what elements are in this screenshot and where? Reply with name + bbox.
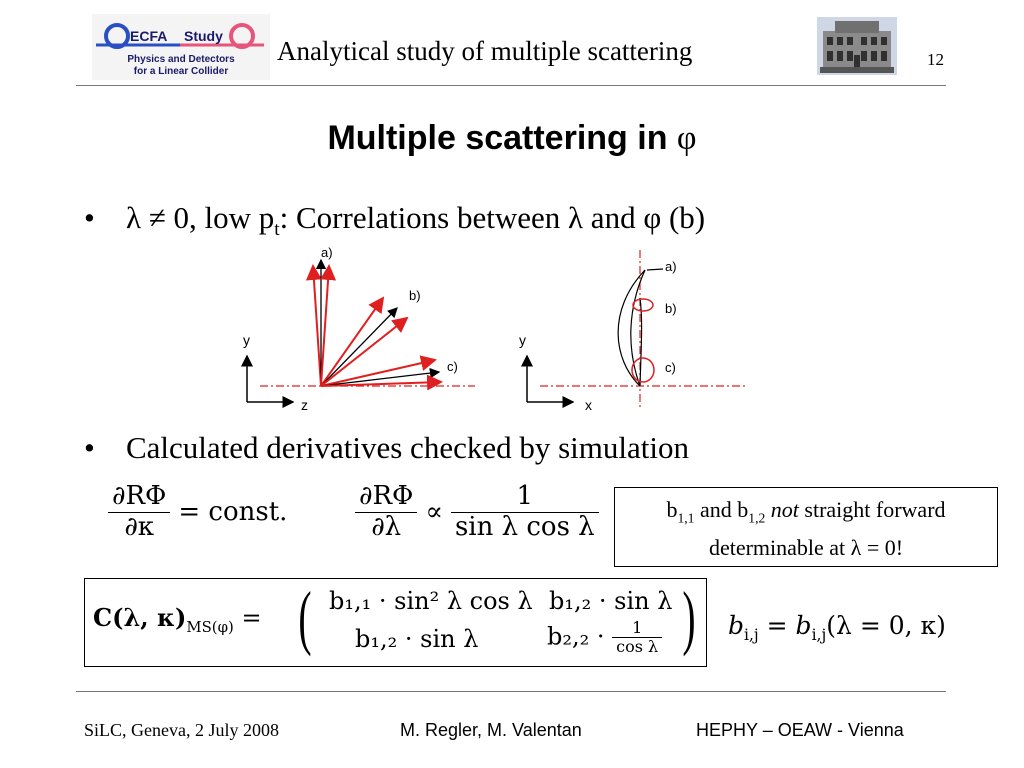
note-b11-sub: 1,1 xyxy=(677,510,695,526)
institute-building-image xyxy=(817,17,897,75)
bij-mid: = b xyxy=(758,611,812,640)
diagram-left-label-a: a) xyxy=(321,245,333,260)
bullet1-pre: λ ≠ 0, low p xyxy=(126,200,275,235)
f1-numerator: ∂RΦ xyxy=(112,481,167,511)
f1-rhs: = const. xyxy=(178,497,288,528)
bij-mid-sub: i,j xyxy=(811,626,827,644)
footer-divider xyxy=(76,691,946,692)
diagram-right-label-c: c) xyxy=(665,360,676,375)
fraction-one-over-cos xyxy=(612,619,662,657)
diagram-yz-tracks xyxy=(235,240,485,415)
header-title: Analytical study of multiple scattering xyxy=(277,36,693,66)
note-line1 xyxy=(615,495,997,533)
note-b12-sub: 1,2 xyxy=(748,510,766,526)
note-not: not xyxy=(770,497,799,522)
bullet-dot: • xyxy=(84,430,95,465)
matrix-cell-11: b₁,₁ · sin² λ cos λ xyxy=(329,587,533,615)
diagram-right-x-label: x xyxy=(585,397,592,413)
diagram-left-z-label: z xyxy=(301,397,308,413)
bullet1-post: : Correlations between λ and φ (b) xyxy=(279,200,706,235)
bij-lhs: b xyxy=(728,611,745,640)
fraction-drphi-dlambda xyxy=(355,482,417,543)
diagram-xy-helix xyxy=(515,240,755,415)
f2-denominator: ∂λ xyxy=(371,511,402,542)
ecfa-study-logo xyxy=(92,14,270,80)
logo-study-text: Study xyxy=(184,28,223,44)
matrix-left-paren: ( xyxy=(298,577,312,657)
bullet-derivatives xyxy=(84,430,689,466)
logo-ecfa-text: ECFA xyxy=(130,28,168,44)
f2-rhs-denominator: sin λ cos λ xyxy=(454,511,595,542)
matrix-lhs-sub: MS(φ) xyxy=(186,617,234,636)
logo-line1: Physics and Detectors xyxy=(127,54,235,65)
diagram-right-label-b: b) xyxy=(665,301,677,316)
footer-authors: M. Regler, M. Valentan xyxy=(400,720,582,740)
bullet-dot: • xyxy=(84,200,95,235)
covariance-matrix-box xyxy=(84,578,707,667)
bullet-correlations xyxy=(84,200,705,241)
slide-title-symbol: φ xyxy=(676,120,697,157)
formula-drphi-dlambda xyxy=(355,482,599,543)
diagram-left-label-b: b) xyxy=(409,288,421,303)
note-b11: b xyxy=(666,497,678,522)
note-rest1: straight forward xyxy=(798,497,946,522)
diagram-right-label-a: a) xyxy=(665,259,677,274)
matrix-right-paren: ) xyxy=(682,577,696,657)
diagram-left-y-label: y xyxy=(243,332,250,348)
f1-denominator: ∂κ xyxy=(124,511,155,542)
note-line2: determinable at λ = 0! xyxy=(708,535,904,561)
matrix-cell-22 xyxy=(547,619,662,657)
matrix-lhs xyxy=(93,603,262,636)
logo-line2: for a Linear Collider xyxy=(133,66,229,77)
slide-title xyxy=(0,119,1024,158)
bij-definition xyxy=(728,611,946,644)
f2-rhs-numerator: 1 xyxy=(516,481,534,511)
matrix-cell-12: b₁,₂ · sin λ xyxy=(549,587,673,615)
footer-institute: HEPHY – OEAW - Vienna xyxy=(696,720,904,740)
m22-denominator: cos λ xyxy=(616,637,659,657)
bij-rest: (λ = 0, κ) xyxy=(826,611,946,640)
matrix-cell-22-pre: b₂,₂ · xyxy=(547,622,605,651)
note-and: and b xyxy=(694,497,749,522)
bullet2-text: Calculated derivatives checked by simulation xyxy=(126,430,689,465)
page-number: 12 xyxy=(927,50,944,69)
header-divider xyxy=(76,85,946,86)
note-box xyxy=(614,487,998,567)
diagram-left-label-c: c) xyxy=(447,359,458,374)
f2-proportional: ∝ xyxy=(425,497,443,528)
f2-numerator: ∂RΦ xyxy=(359,481,414,511)
matrix-equals: = xyxy=(241,604,262,632)
matrix-cell-21: b₁,₂ · sin λ xyxy=(355,625,479,653)
fraction-one-over-sincos xyxy=(451,482,599,543)
diagram-right-y-label: y xyxy=(519,332,526,348)
bij-lhs-sub: i,j xyxy=(744,626,759,644)
formula-drphi-dkappa xyxy=(108,482,295,543)
m22-numerator: 1 xyxy=(632,618,643,637)
matrix-lhs-symbol: C(λ, κ) xyxy=(93,603,187,632)
slide-title-text: Multiple scattering in xyxy=(327,119,677,157)
bullet1-sub: t xyxy=(274,219,280,241)
footer-venue-date: SiLC, Geneva, 2 July 2008 xyxy=(84,720,279,740)
fraction-drphi-dkappa xyxy=(108,482,170,543)
